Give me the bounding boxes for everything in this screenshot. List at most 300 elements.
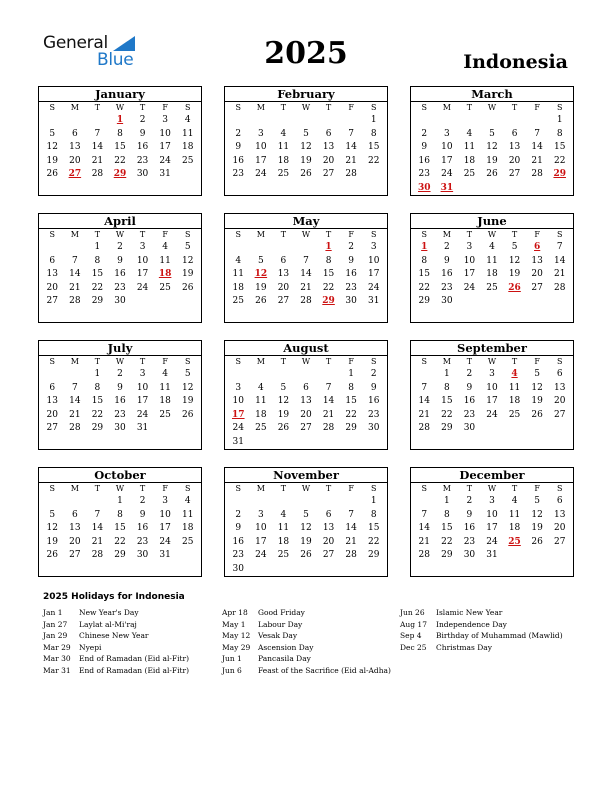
- day-cell: 25: [277, 550, 290, 561]
- day-cell: 15: [367, 523, 380, 534]
- empty-day-cell: [227, 241, 250, 255]
- holiday-row: [400, 619, 563, 631]
- day-cell: 14: [300, 269, 312, 280]
- weekday-label: M: [70, 230, 79, 239]
- day-cell: 24: [463, 282, 476, 293]
- day-cell: 11: [255, 396, 267, 407]
- day-cell: 2: [139, 496, 146, 506]
- month-day-grid: [413, 356, 571, 436]
- day-cell: 1: [370, 496, 377, 506]
- day-cell: 4: [162, 242, 168, 252]
- day-cell: 26: [277, 423, 290, 434]
- holiday-name: Pancasila Day: [258, 654, 311, 663]
- day-cell: 12: [277, 396, 290, 407]
- weekday-label: S: [184, 357, 191, 366]
- day-cell: 2: [235, 128, 242, 139]
- day-cell: 31: [159, 169, 171, 180]
- holiday-date: Mar 31: [43, 665, 71, 675]
- day-cell: 6: [511, 128, 518, 139]
- empty-day-cell: [272, 495, 295, 509]
- empty-day-cell: [41, 241, 64, 255]
- day-cell: 8: [370, 128, 377, 139]
- day-cell: 24: [255, 169, 267, 180]
- day-cell: 2: [348, 242, 354, 252]
- day-cell: 27: [46, 296, 58, 307]
- day-cell: 22: [114, 155, 126, 166]
- month-day-grid: [413, 102, 571, 196]
- day-cell: 17: [463, 269, 476, 280]
- day-cell: 17: [255, 155, 267, 166]
- weekday-label: T: [139, 103, 146, 112]
- day-cell: 9: [443, 255, 450, 266]
- day-cell: 12: [531, 382, 543, 393]
- day-cell: 30: [441, 296, 453, 307]
- day-cell: 14: [553, 255, 566, 266]
- day-cell: 1: [556, 115, 563, 125]
- empty-day-cell: [503, 114, 526, 128]
- day-cell: 20: [322, 536, 335, 547]
- day-cell: 26: [531, 536, 543, 547]
- empty-day-cell: [86, 495, 109, 509]
- day-cell: 1: [94, 369, 101, 379]
- weekday-label: S: [49, 357, 56, 366]
- day-cell: 30: [463, 550, 476, 561]
- day-cell: 8: [348, 382, 354, 393]
- weekday-label: S: [235, 103, 242, 112]
- day-cell: 1: [348, 369, 354, 379]
- day-cell: 19: [531, 523, 543, 534]
- weekday-label: S: [370, 103, 377, 112]
- empty-day-cell: [64, 368, 87, 382]
- day-cell: 8: [421, 255, 428, 266]
- day-cell: 25: [508, 409, 521, 420]
- day-cell: 7: [421, 509, 428, 520]
- weekday-label: S: [184, 484, 191, 493]
- day-cell: 7: [71, 382, 78, 393]
- holiday-date: Jun 1: [222, 654, 242, 663]
- day-cell: 8: [94, 255, 101, 266]
- day-cell: 2: [370, 369, 377, 379]
- day-cell: 27: [553, 409, 566, 420]
- day-cell: 21: [322, 409, 335, 420]
- weekday-label: S: [370, 357, 377, 366]
- holiday-row: [43, 630, 189, 642]
- day-cell: 20: [46, 282, 58, 293]
- weekday-label: W: [115, 103, 125, 112]
- day-cell: 18: [463, 155, 476, 166]
- day-cell: 5: [534, 369, 540, 379]
- day-cell: 29: [91, 423, 104, 434]
- day-cell: 18: [486, 269, 498, 280]
- day-cell: 28: [418, 550, 430, 561]
- day-cell: 3: [162, 115, 168, 125]
- holiday-column: [400, 607, 563, 653]
- day-cell: 12: [300, 523, 312, 534]
- holiday-date: Apr 18: [222, 608, 248, 617]
- day-cell: 2: [421, 128, 428, 139]
- empty-day-cell: [413, 114, 436, 128]
- weekday-label: M: [70, 103, 79, 112]
- day-cell: 24: [486, 409, 498, 420]
- holiday-date: Mar 30: [43, 654, 71, 663]
- weekday-label: F: [348, 103, 354, 112]
- holiday-name: End of Ramadan (Eid al-Fitr): [79, 665, 190, 675]
- day-cell: 20: [300, 409, 312, 420]
- empty-day-cell: [272, 241, 295, 255]
- day-cell: 6: [280, 255, 287, 266]
- weekday-label: M: [442, 484, 451, 493]
- day-cell: 28: [91, 169, 104, 180]
- day-cell: 13: [69, 523, 81, 534]
- day-cell: 28: [91, 550, 104, 561]
- day-cell: 3: [257, 509, 264, 520]
- day-cell: 20: [322, 155, 335, 166]
- day-cell: 28: [345, 550, 357, 561]
- day-cell: 5: [489, 128, 495, 139]
- day-cell: 25: [463, 169, 476, 180]
- day-cell: 2: [117, 242, 123, 252]
- weekday-label: T: [511, 484, 518, 493]
- day-cell: 30: [114, 423, 126, 434]
- weekday-label: T: [94, 230, 101, 239]
- day-cell: 12: [300, 142, 312, 153]
- day-cell: 10: [486, 509, 498, 520]
- holiday-row: [222, 619, 391, 631]
- day-cell: 6: [49, 382, 56, 393]
- day-cell: 16: [463, 523, 476, 534]
- day-cell: 5: [257, 255, 264, 266]
- holiday-date: Dec 25: [400, 642, 427, 652]
- holiday-row: [222, 653, 391, 665]
- day-cell: 23: [367, 409, 380, 420]
- month-october: [38, 467, 202, 577]
- weekday-label: W: [301, 357, 311, 366]
- holiday-date: Mar 29: [43, 642, 71, 652]
- weekday-label: T: [94, 103, 101, 112]
- empty-day-cell: [295, 241, 318, 255]
- month-name: March: [411, 87, 573, 102]
- month-name: January: [39, 87, 201, 102]
- day-cell: 28: [418, 423, 430, 434]
- day-cell: 3: [489, 369, 495, 379]
- calendar-year-title: 2025: [264, 36, 348, 71]
- day-cell: 14: [322, 396, 335, 407]
- day-cell: 4: [280, 128, 287, 139]
- day-cell: 16: [345, 269, 357, 280]
- day-cell: 11: [232, 269, 244, 280]
- day-cell: 19: [46, 155, 58, 166]
- weekday-label: S: [421, 103, 428, 112]
- holiday-date: May 1: [222, 619, 246, 629]
- day-cell: 13: [46, 396, 58, 407]
- day-cell: 13: [69, 142, 81, 153]
- holiday-day-cell: 6: [534, 242, 541, 252]
- month-august: [224, 340, 388, 450]
- day-cell: 13: [277, 269, 290, 280]
- weekday-label: S: [49, 230, 56, 239]
- day-cell: 26: [300, 550, 312, 561]
- day-cell: 23: [136, 536, 149, 547]
- weekday-label: F: [534, 103, 540, 112]
- country-title: Indonesia: [463, 51, 568, 73]
- holiday-row: [400, 630, 563, 642]
- weekday-label: T: [139, 230, 146, 239]
- day-cell: 26: [300, 169, 312, 180]
- day-cell: 27: [322, 550, 335, 561]
- day-cell: 6: [71, 128, 78, 139]
- day-cell: 14: [418, 523, 430, 534]
- holiday-day-cell: 17: [232, 409, 245, 420]
- weekday-label: M: [256, 357, 265, 366]
- weekday-label: S: [49, 484, 56, 493]
- day-cell: 14: [418, 396, 430, 407]
- day-cell: 5: [49, 509, 56, 520]
- month-name: December: [411, 468, 573, 483]
- day-cell: 27: [46, 423, 58, 434]
- day-cell: 17: [486, 523, 498, 534]
- day-cell: 21: [300, 282, 312, 293]
- day-cell: 26: [531, 409, 543, 420]
- holiday-name: Vesak Day: [258, 631, 298, 640]
- day-cell: 9: [117, 255, 123, 266]
- day-cell: 18: [255, 409, 267, 420]
- month-april: [38, 213, 202, 323]
- weekday-label: W: [301, 484, 311, 493]
- holiday-row: [43, 653, 189, 665]
- day-cell: 19: [181, 269, 194, 280]
- day-cell: 2: [235, 509, 242, 520]
- month-december: [410, 467, 574, 577]
- weekday-label: M: [442, 357, 451, 366]
- day-cell: 21: [91, 155, 104, 166]
- weekday-label: T: [511, 103, 518, 112]
- weekday-label: T: [466, 484, 473, 493]
- day-cell: 11: [277, 523, 290, 534]
- day-cell: 6: [71, 509, 78, 520]
- day-cell: 22: [367, 155, 380, 166]
- day-cell: 3: [139, 242, 146, 252]
- day-cell: 20: [553, 523, 566, 534]
- day-cell: 7: [556, 242, 563, 252]
- day-cell: 10: [367, 255, 380, 266]
- day-cell: 8: [443, 509, 450, 520]
- day-cell: 31: [136, 423, 149, 434]
- day-cell: 28: [553, 282, 566, 293]
- day-cell: 9: [348, 255, 354, 266]
- day-cell: 9: [466, 509, 473, 520]
- day-cell: 3: [162, 496, 168, 506]
- day-cell: 16: [463, 396, 476, 407]
- weekday-label: S: [556, 230, 563, 239]
- day-cell: 17: [367, 269, 380, 280]
- day-cell: 11: [508, 509, 521, 520]
- day-cell: 5: [534, 496, 540, 506]
- day-cell: 24: [159, 536, 171, 547]
- day-cell: 23: [232, 169, 244, 180]
- day-cell: 2: [139, 115, 146, 125]
- day-cell: 15: [91, 269, 104, 280]
- day-cell: 25: [181, 155, 194, 166]
- day-cell: 8: [370, 509, 377, 520]
- day-cell: 3: [257, 128, 264, 139]
- day-cell: 3: [443, 128, 450, 139]
- weekday-label: F: [534, 230, 540, 239]
- holidays-title: 2025 Holidays for Indonesia: [43, 592, 185, 602]
- day-cell: 30: [345, 296, 357, 307]
- weekday-label: M: [442, 103, 451, 112]
- month-day-grid: [41, 483, 199, 563]
- day-cell: 20: [531, 269, 543, 280]
- holiday-row: [43, 619, 189, 631]
- weekday-label: S: [421, 484, 428, 493]
- day-cell: 25: [232, 296, 244, 307]
- holiday-row: [43, 665, 189, 677]
- day-cell: 15: [114, 142, 126, 153]
- day-cell: 11: [277, 142, 290, 153]
- holiday-name: New Year's Day: [79, 608, 139, 617]
- day-cell: 8: [94, 382, 101, 393]
- month-name: November: [225, 468, 387, 483]
- holiday-name: Chinese New Year: [79, 631, 149, 640]
- day-cell: 16: [114, 396, 126, 407]
- day-cell: 29: [418, 296, 430, 307]
- day-cell: 16: [418, 155, 430, 166]
- day-cell: 10: [486, 382, 498, 393]
- empty-day-cell: [227, 368, 250, 382]
- day-cell: 16: [232, 536, 244, 547]
- day-cell: 25: [181, 536, 194, 547]
- day-cell: 19: [255, 282, 267, 293]
- weekday-label: S: [184, 103, 191, 112]
- day-cell: 10: [463, 255, 476, 266]
- day-cell: 30: [136, 169, 149, 180]
- day-cell: 6: [325, 128, 332, 139]
- holiday-day-cell: 1: [116, 115, 124, 125]
- weekday-label: W: [301, 103, 311, 112]
- day-cell: 25: [486, 282, 498, 293]
- month-march: [410, 86, 574, 196]
- day-cell: 27: [322, 169, 335, 180]
- month-february: [224, 86, 388, 196]
- holiday-row: [222, 665, 391, 677]
- empty-day-cell: [64, 114, 87, 128]
- weekday-label: M: [70, 357, 79, 366]
- weekday-label: S: [556, 103, 563, 112]
- holiday-day-cell: 25: [508, 536, 521, 547]
- weekday-label: T: [280, 103, 287, 112]
- day-cell: 19: [300, 536, 312, 547]
- weekday-label: S: [421, 357, 428, 366]
- holiday-day-cell: 12: [254, 269, 268, 280]
- weekday-label: T: [466, 357, 473, 366]
- day-cell: 12: [181, 255, 194, 266]
- weekday-label: M: [256, 230, 265, 239]
- empty-day-cell: [317, 114, 340, 128]
- day-cell: 21: [531, 155, 543, 166]
- day-cell: 29: [114, 550, 126, 561]
- day-cell: 24: [486, 536, 498, 547]
- empty-day-cell: [340, 114, 363, 128]
- empty-day-cell: [86, 114, 109, 128]
- day-cell: 23: [463, 409, 476, 420]
- day-cell: 12: [531, 509, 543, 520]
- weekday-label: T: [139, 484, 146, 493]
- day-cell: 20: [69, 536, 81, 547]
- day-cell: 5: [49, 128, 56, 139]
- day-cell: 27: [69, 550, 81, 561]
- day-cell: 3: [466, 242, 473, 252]
- month-name: May: [225, 214, 387, 229]
- day-cell: 4: [257, 382, 264, 393]
- day-cell: 18: [181, 523, 194, 534]
- empty-day-cell: [250, 368, 273, 382]
- day-cell: 1: [443, 496, 450, 506]
- day-cell: 24: [136, 409, 149, 420]
- empty-day-cell: [295, 114, 318, 128]
- day-cell: 22: [367, 536, 380, 547]
- day-cell: 15: [418, 269, 430, 280]
- day-cell: 10: [255, 142, 267, 153]
- day-cell: 19: [277, 409, 290, 420]
- holiday-name: Islamic New Year: [436, 608, 503, 617]
- day-cell: 21: [69, 282, 81, 293]
- day-cell: 14: [69, 269, 81, 280]
- day-cell: 20: [277, 282, 290, 293]
- day-cell: 15: [441, 523, 453, 534]
- holiday-day-cell: 18: [158, 269, 172, 280]
- day-cell: 12: [486, 142, 498, 153]
- day-cell: 4: [489, 242, 495, 252]
- empty-day-cell: [317, 495, 340, 509]
- weekday-label: T: [94, 357, 101, 366]
- empty-day-cell: [413, 495, 436, 509]
- day-cell: 28: [322, 423, 335, 434]
- holiday-date: Jan 1: [43, 608, 63, 617]
- empty-day-cell: [295, 495, 318, 509]
- day-cell: 23: [136, 155, 149, 166]
- day-cell: 29: [367, 550, 380, 561]
- day-cell: 28: [69, 296, 81, 307]
- weekday-label: F: [534, 357, 540, 366]
- day-cell: 21: [345, 155, 357, 166]
- empty-day-cell: [227, 114, 250, 128]
- weekday-label: S: [556, 484, 563, 493]
- weekday-label: T: [280, 230, 287, 239]
- day-cell: 31: [232, 436, 244, 447]
- day-cell: 9: [235, 142, 242, 153]
- holiday-name: Laylat al-Mi'raj: [79, 619, 137, 629]
- day-cell: 23: [114, 282, 126, 293]
- day-cell: 10: [159, 509, 171, 520]
- day-cell: 13: [553, 382, 566, 393]
- day-cell: 15: [322, 269, 335, 280]
- month-day-grid: [41, 356, 199, 436]
- holiday-column: [222, 607, 391, 676]
- day-cell: 15: [114, 523, 126, 534]
- day-cell: 16: [136, 142, 149, 153]
- empty-day-cell: [317, 368, 340, 382]
- month-day-grid: [413, 483, 571, 563]
- weekday-label: F: [162, 103, 168, 112]
- day-cell: 14: [531, 142, 543, 153]
- day-cell: 9: [235, 523, 242, 534]
- day-cell: 23: [232, 550, 244, 561]
- day-cell: 5: [303, 509, 309, 520]
- weekday-label: T: [94, 484, 101, 493]
- day-cell: 3: [370, 242, 377, 252]
- day-cell: 2: [117, 369, 123, 379]
- day-cell: 22: [114, 536, 126, 547]
